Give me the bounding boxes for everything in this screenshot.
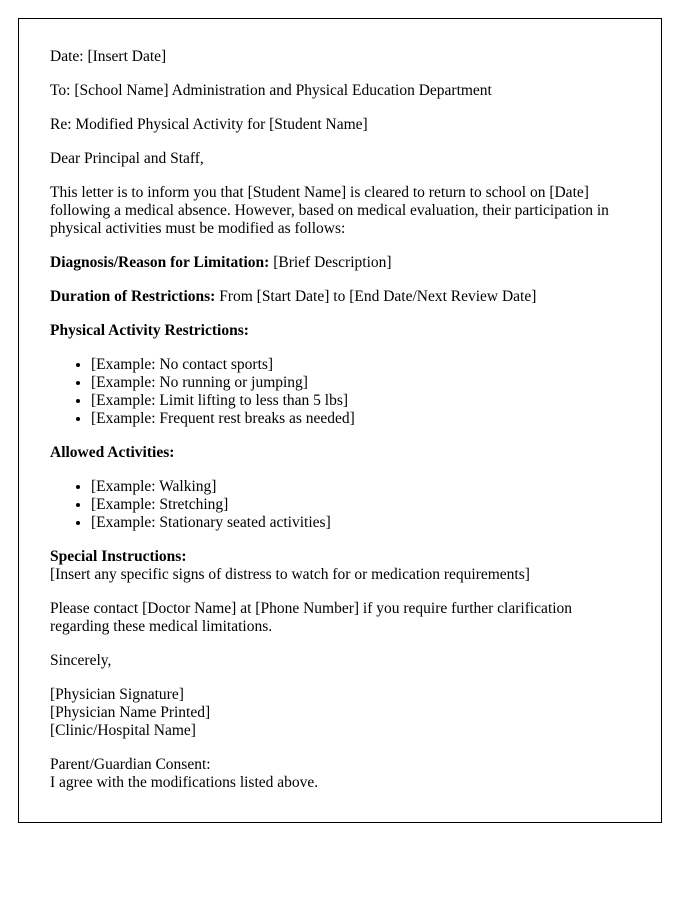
re-line: Re: Modified Physical Activity for [Student Name] xyxy=(50,116,368,133)
allowed-list xyxy=(50,478,630,532)
diagnosis-line xyxy=(50,254,630,272)
intro-paragraph: This letter is to inform you that [Student Name] is cleared to return to school on [Date] following a medical absence. However, based on medical evaluation, their participation in physical activities must be modified as follows: xyxy=(50,184,609,237)
closing-line: Sincerely, xyxy=(50,652,112,669)
list-item: • [Example: Stationary seated activities] xyxy=(91,514,630,532)
list-item: • [Example: Frequent rest breaks as needed] xyxy=(91,410,630,428)
restrictions-heading-text: Physical Activity Restrictions: xyxy=(50,322,249,339)
special-instructions-block xyxy=(50,548,630,584)
allowed-heading-text: Allowed Activities: xyxy=(50,444,175,461)
restrictions-heading xyxy=(50,322,630,340)
list-item: • [Example: Walking] xyxy=(91,478,630,496)
restrictions-list xyxy=(50,356,630,428)
to-line: To: [School Name] Administration and Physical Education Department xyxy=(50,82,492,99)
diagnosis-label: Diagnosis/Reason for Limitation: xyxy=(50,254,270,271)
list-item: • [Example: No contact sports] xyxy=(91,356,630,374)
duration-line xyxy=(50,288,630,306)
list-item: • [Example: No running or jumping] xyxy=(91,374,630,392)
duration-value: From [Start Date] to [End Date/Next Review Date] xyxy=(219,288,537,305)
special-instructions-text: [Insert any specific signs of distress to watch for or medication requirements] xyxy=(50,566,530,583)
diagnosis-value: [Brief Description] xyxy=(273,254,392,271)
allowed-heading xyxy=(50,444,630,462)
letter-container xyxy=(18,18,662,823)
special-instructions-label: Special Instructions: xyxy=(50,548,187,565)
duration-label: Duration of Restrictions: xyxy=(50,288,216,305)
signature-block xyxy=(50,686,630,740)
consent-block xyxy=(50,756,630,792)
consent-text: I agree with the modifications listed above. xyxy=(50,774,319,791)
list-item: • [Example: Limit lifting to less than 5 lbs] xyxy=(91,392,630,410)
clinic-name-line: [Clinic/Hospital Name] xyxy=(50,722,196,739)
physician-name-line: [Physician Name Printed] xyxy=(50,704,211,721)
consent-label: Parent/Guardian Consent: xyxy=(50,756,211,773)
list-item: • [Example: Stretching] xyxy=(91,496,630,514)
salutation: Dear Principal and Staff, xyxy=(50,150,204,167)
physician-signature-line: [Physician Signature] xyxy=(50,686,184,703)
contact-paragraph: Please contact [Doctor Name] at [Phone Number] if you require further clarification regarding these medical limitations. xyxy=(50,600,573,635)
date-line: Date: [Insert Date] xyxy=(50,48,167,65)
